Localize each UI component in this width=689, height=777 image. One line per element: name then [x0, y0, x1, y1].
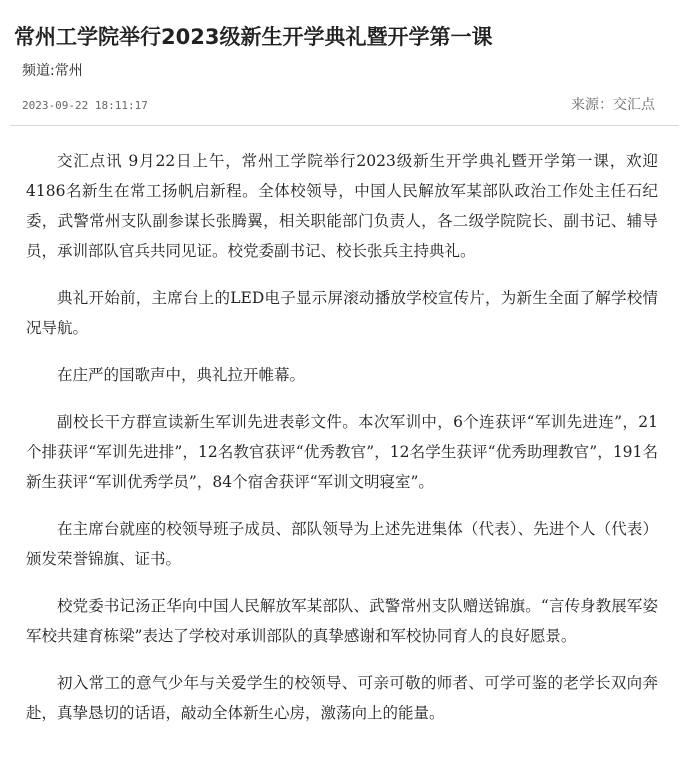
- article-paragraph: 校党委书记汤正华向中国人民解放军某部队、武警常州支队赠送锦旗。“言传身教展军姿 军校共建育栋梁”表达了学校对承训部队的真挚感谢和军校协同育人的良好愿景。: [26, 597, 674, 645]
- article-paragraph: 副校长干方群宣读新生军训先进表彰文件。本次军训中，6个连获评“军训先进连”，21个排获评“军训先进排”，12名教官获评“优秀教官”，12名学生获评“优秀助理教官”，191名新生获评“军训优秀学员”，84个宿舍获评“军训文明寝室”。: [26, 413, 658, 491]
- article-paragraph: 在主席台就座的校领导班子成员、部队领导为上述先进集体（代表）、先进个人（代表）颁发荣誉锦旗、证书。: [26, 520, 658, 568]
- article-body: [26, 146, 674, 745]
- header-divider: [10, 125, 679, 126]
- article-paragraph: 典礼开始前，主席台上的LED电子显示屏滚动播放学校宣传片，为新生全面了解学校情况导航。: [26, 289, 658, 337]
- channel-link[interactable]: 频道:常州: [22, 63, 83, 79]
- article-paragraph: 交汇点讯 9月22日上午，常州工学院举行2023级新生开学典礼暨开学第一课，欢迎4186名新生在常工扬帆启新程。全体校领导，中国人民解放军某部队政治工作处主任石纪委，武警常州支队副参谋长张腾翼，相关职能部门负责人，各二级学院院长、副书记、辅导员，承训部队官兵共同见证。校党委副书记、校长张兵主持典礼。: [26, 152, 658, 260]
- article-paragraph: 初入常工的意气少年与关爱学生的校领导、可亲可敬的师者、可学可鉴的老学长双向奔赴，真挚恳切的话语，敲动全体新生心房，激荡向上的能量。: [26, 674, 658, 722]
- article-paragraph: 在庄严的国歌声中，典礼拉开帷幕。: [57, 366, 306, 384]
- article-source: 来源：交汇点: [571, 97, 655, 113]
- article-title: 常州工学院举行2023级新生开学典礼暨开学第一课: [14, 25, 493, 50]
- publish-date: 2023-09-22 18:11:17: [22, 99, 148, 112]
